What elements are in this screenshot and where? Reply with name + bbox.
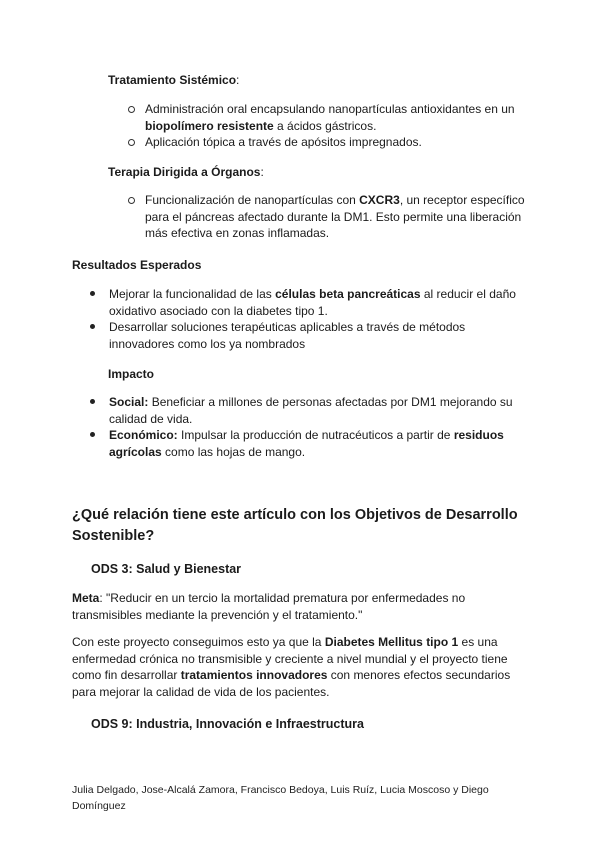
bullet-icon [90,399,95,404]
authors-footer: Julia Delgado, Jose-Alcalá Zamora, Francisco Bedoya, Luis Ruíz, Lucia Moscoso y Diego Domínguez [72,784,489,812]
ods3-paragraph: Con este proyecto conseguimos esto ya que la Diabetes Mellitus tipo 1 es una enfermedad crónica no transmisible y creciente a nivel mundial y el proyecto tiene como fin desarrollar tratamientos innovadores con menores efectos secundarios para mejorar la calidad de vida de los pacientes. [72,635,511,699]
ods3-heading: ODS 3: Salud y Bienestar [91,562,242,576]
list-item: Económico: Impulsar la producción de nutracéuticos a partir de residuos agrícolas como las hojas de mango. [109,427,524,460]
circle-bullet-icon [128,106,135,113]
tratamiento-list [145,101,530,151]
bullet-icon [90,324,95,329]
list-item: Funcionalización de nanopartículas con CXCR3, un receptor específico para el páncreas afectado durante la DM1. Esto permite una liberación más efectiva en zonas inflamadas. [145,192,530,242]
ods3-meta: Meta: "Reducir en un tercio la mortalidad prematura por enfermedades no transmisibles mediante la prevención y el tratamiento." [72,591,466,622]
ods-question-heading: ¿Qué relación tiene este artículo con los Objetivos de Desarrollo Sostenible? [72,507,518,544]
circle-bullet-icon [128,139,135,146]
terapia-heading: Terapia Dirigida a Órganos: [108,165,264,179]
terapia-list [145,192,530,242]
circle-bullet-icon [128,197,135,204]
list-item: Administración oral encapsulando nanopartículas antioxidantes en un biopolímero resistente a ácidos gástricos. [145,101,530,134]
ods9-heading: ODS 9: Industria, Innovación e Infraestructura [91,717,364,731]
impacto-heading: Impacto [108,367,155,381]
bullet-icon [90,291,95,296]
bullet-icon [90,432,95,437]
resultados-list [109,286,529,352]
impacto-list [109,394,524,460]
tratamiento-heading: Tratamiento Sistémico: [108,73,240,87]
list-item: Aplicación tópica a través de apósitos impregnados. [145,134,530,151]
list-item: Desarrollar soluciones terapéuticas aplicables a través de métodos innovadores como los ya nombrados [109,319,529,352]
list-item: Social: Beneficiar a millones de personas afectadas por DM1 mejorando su calidad de vida. [109,394,524,427]
list-item: Mejorar la funcionalidad de las células beta pancreáticas al reducir el daño oxidativo asociado con la diabetes tipo 1. [109,286,529,319]
resultados-heading: Resultados Esperados [72,258,202,272]
